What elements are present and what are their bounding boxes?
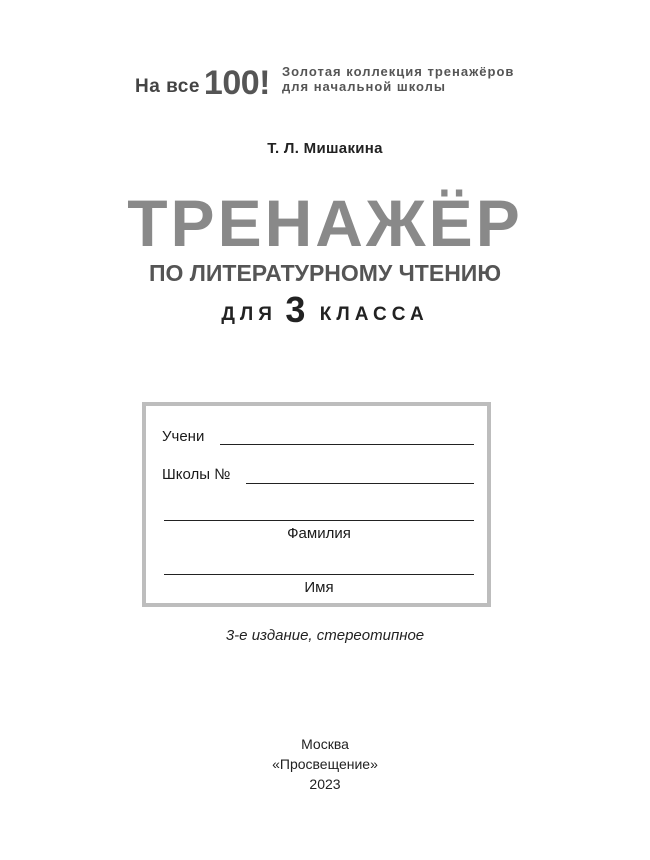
imprint-publisher: «Просвещение» xyxy=(272,756,378,772)
name-input-line[interactable] xyxy=(164,574,474,575)
series-prefix: На все xyxy=(135,76,200,97)
surname-caption: Фамилия xyxy=(287,525,351,542)
book-title: ТРЕНАЖЁР xyxy=(127,186,523,260)
school-field xyxy=(162,466,230,484)
imprint-year: 2023 xyxy=(309,776,341,792)
series-line-1: Золотая коллекция тренажёров xyxy=(281,64,515,79)
student-field xyxy=(162,428,204,446)
surname-input-line[interactable] xyxy=(164,520,474,521)
student-input-line[interactable] xyxy=(220,444,474,445)
grade-prefix: ДЛЯ xyxy=(221,304,277,325)
edition-note: 3-е издание, стереотипное xyxy=(225,627,425,644)
grade-line xyxy=(0,290,650,336)
imprint xyxy=(0,734,650,794)
owner-info-box xyxy=(142,402,491,607)
series-line-2: для начальной школы xyxy=(281,79,447,94)
series-number: 100! xyxy=(203,64,270,102)
grade-suffix: КЛАССА xyxy=(319,304,429,325)
series-logo xyxy=(135,58,514,100)
series-description xyxy=(282,64,514,100)
student-label: Учени xyxy=(162,428,205,445)
imprint-city: Москва xyxy=(301,736,349,752)
grade-number: 3 xyxy=(285,289,306,330)
book-subtitle: ПО ЛИТЕРАТУРНОМУ ЧТЕНИЮ xyxy=(148,260,502,286)
school-label: Школы № xyxy=(162,466,231,483)
author-name: Т. Л. Мишакина xyxy=(267,140,383,157)
name-caption: Имя xyxy=(304,579,334,596)
school-input-line[interactable] xyxy=(246,483,474,484)
